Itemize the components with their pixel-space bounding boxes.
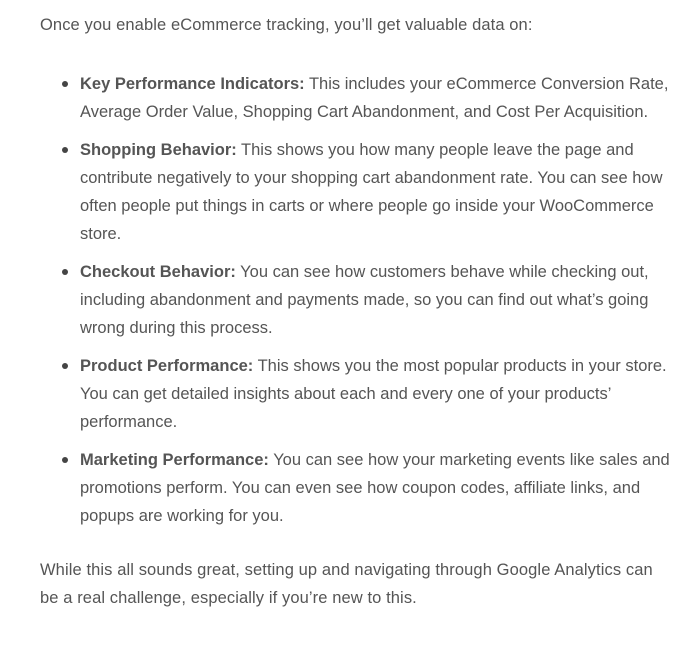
feature-item-shopping-behavior: [80, 136, 670, 248]
feature-description: You can see how customers behave while checking out, including abandonment and payments made, so you can find out what’s going wrong during this process.: [80, 263, 649, 337]
feature-term: Marketing Performance:: [80, 451, 269, 469]
feature-item-marketing-performance: [80, 446, 670, 530]
intro-paragraph: Once you enable eCommerce tracking, you’ll get valuable data on:: [40, 16, 533, 34]
feature-term: Product Performance:: [80, 357, 254, 375]
bullet-icon: [62, 363, 68, 369]
feature-item-checkout-behavior: [80, 258, 670, 342]
feature-item-product-performance: [80, 352, 670, 436]
bullet-icon: [62, 457, 68, 463]
feature-term: Shopping Behavior:: [80, 141, 237, 159]
feature-description: This shows you the most popular products in your store. You can get detailed insights about each and every one of your products’ performance.: [80, 357, 667, 431]
feature-item-kpi: [80, 70, 670, 126]
closing-paragraph: While this all sounds great, setting up and navigating through Google Analytics can be a real challenge, especially if you’re new to this.: [40, 561, 653, 607]
feature-list: [40, 70, 670, 530]
bullet-icon: [62, 81, 68, 87]
feature-term: Key Performance Indicators:: [80, 75, 305, 93]
feature-description: This includes your eCommerce Conversion Rate, Average Order Value, Shopping Cart Abandonment, and Cost Per Acquisition.: [80, 75, 669, 121]
feature-description: You can see how your marketing events like sales and promotions perform. You can even see how coupon codes, affiliate links, and popups are working for you.: [80, 451, 670, 525]
bullet-icon: [62, 147, 68, 153]
bullet-icon: [62, 269, 68, 275]
feature-term: Checkout Behavior:: [80, 263, 236, 281]
feature-description: This shows you how many people leave the page and contribute negatively to your shopping cart abandonment rate. You can see how often people put things in carts or where people go inside your WooCommerce store.: [80, 141, 663, 243]
